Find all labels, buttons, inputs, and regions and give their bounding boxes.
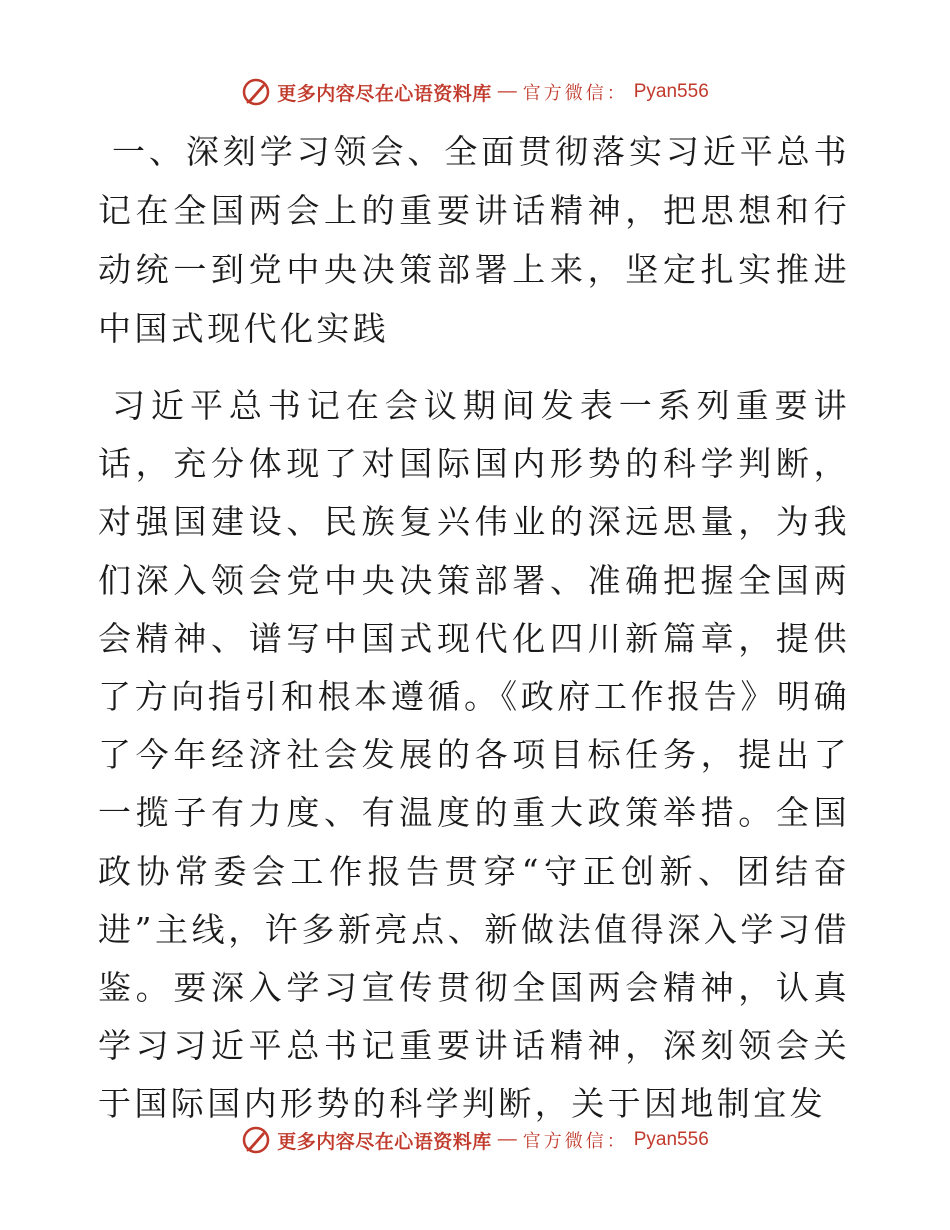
quill-logo-icon [241, 1125, 271, 1155]
watermark-id: Pyan556 [633, 81, 709, 102]
watermark-id: Pyan556 [633, 1129, 709, 1150]
watermark-label: 官方微信： [522, 83, 628, 104]
header-watermark [0, 72, 950, 112]
quill-logo-icon [241, 77, 271, 107]
body-paragraph: 习近平总书记在会议期间发表一系列重要讲话，充分体现了对国际国内形势的科学判断，对强国建设、民族复兴伟业的深远思量，为我们深入领会党中央决策部署、准确把握全国两会精神、谱写中国式现代化四川新篇章，提供了方向指引和根本遵循。《政府工作报告》明确了今年经济社会发展的各项目标任务，提出了一揽子有力度、有温度的重大政策举措。全国政协常委会工作报告贯穿“守正创新、团结奋进”主线，许多新亮点、新做法值得深入学习借鉴。要深入学习宣传贯彻全国两会精神，认真学习习近平总书记重要讲话精神，深刻领会关于国际国内形势的科学判断，关于因地制宜发 [98, 386, 850, 1124]
section-heading: 一、深刻学习领会、全面贯彻落实习近平总书记在全国两会上的重要讲话精神，把思想和行动统一到党中央决策部署上来，坚定扎实推进中国式现代化实践 [98, 132, 850, 348]
watermark-separator: — [497, 81, 517, 102]
document-body [98, 122, 850, 1134]
footer-watermark [0, 1120, 950, 1160]
watermark-text: 更多内容尽在心语资料库 [277, 82, 492, 105]
watermark-text: 更多内容尽在心语资料库 [277, 1130, 492, 1153]
watermark-separator: — [497, 1129, 517, 1150]
watermark-label: 官方微信： [522, 1131, 628, 1152]
